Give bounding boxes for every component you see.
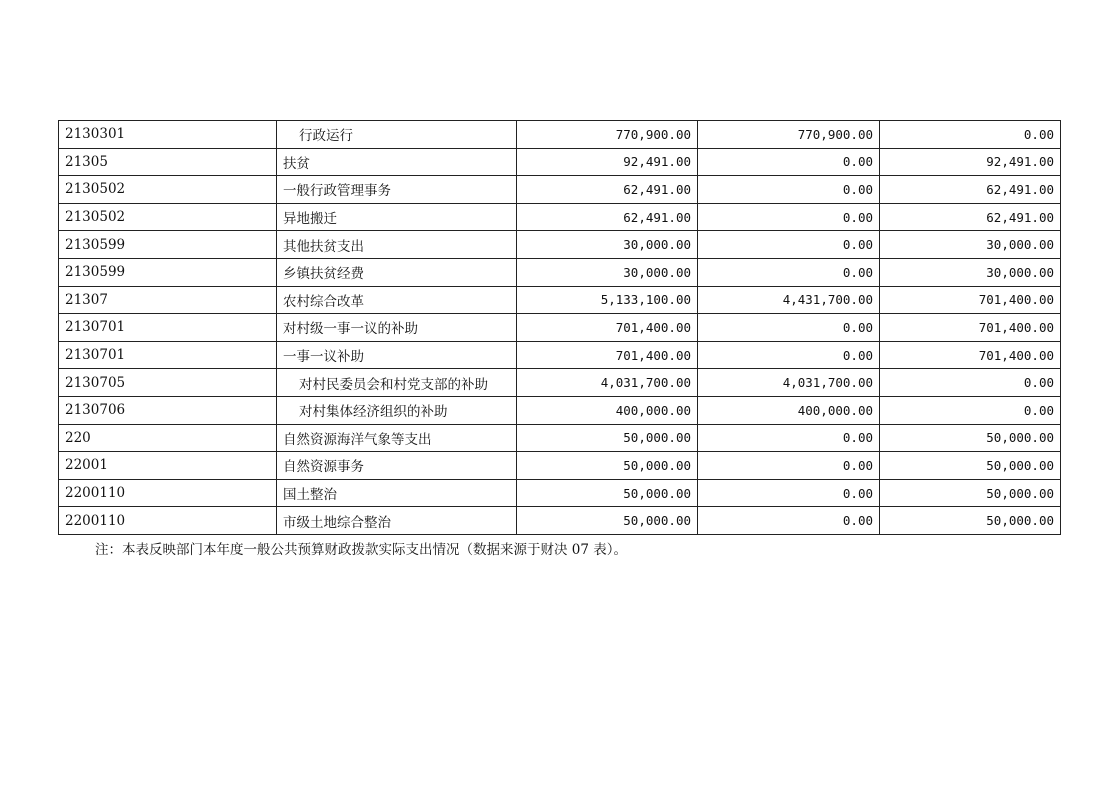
total-amount-cell: 400,000.00	[517, 396, 698, 424]
basic-expenditure-cell: 0.00	[698, 258, 880, 286]
table-row	[59, 258, 1061, 286]
subject-code-cell: 2130705	[59, 369, 277, 397]
subject-name-cell: 自然资源事务	[277, 452, 517, 480]
total-amount-cell: 50,000.00	[517, 507, 698, 535]
subject-name-cell: 自然资源海洋气象等支出	[277, 424, 517, 452]
project-expenditure-cell: 701,400.00	[880, 341, 1061, 369]
total-amount-cell: 701,400.00	[517, 314, 698, 342]
subject-name-cell: 异地搬迁	[277, 203, 517, 231]
total-amount-cell: 4,031,700.00	[517, 369, 698, 397]
subject-name-cell: 行政运行	[277, 121, 517, 149]
table-row	[59, 479, 1061, 507]
project-expenditure-cell: 92,491.00	[880, 148, 1061, 176]
project-expenditure-cell: 701,400.00	[880, 286, 1061, 314]
subject-code-cell: 22001	[59, 452, 277, 480]
subject-code-cell: 21305	[59, 148, 277, 176]
basic-expenditure-cell: 0.00	[698, 231, 880, 259]
project-expenditure-cell: 701,400.00	[880, 314, 1061, 342]
table-row	[59, 314, 1061, 342]
project-expenditure-cell: 50,000.00	[880, 424, 1061, 452]
project-expenditure-cell: 62,491.00	[880, 176, 1061, 204]
total-amount-cell: 30,000.00	[517, 231, 698, 259]
table-row	[59, 369, 1061, 397]
project-expenditure-cell: 30,000.00	[880, 258, 1061, 286]
table-row	[59, 424, 1061, 452]
subject-name-cell: 对村民委员会和村党支部的补助	[277, 369, 517, 397]
subject-name-cell: 乡镇扶贫经费	[277, 258, 517, 286]
subject-name-cell: 国土整治	[277, 479, 517, 507]
total-amount-cell: 92,491.00	[517, 148, 698, 176]
project-expenditure-cell: 50,000.00	[880, 479, 1061, 507]
project-expenditure-cell: 0.00	[880, 396, 1061, 424]
table-row	[59, 231, 1061, 259]
basic-expenditure-cell: 0.00	[698, 424, 880, 452]
project-expenditure-cell: 50,000.00	[880, 507, 1061, 535]
subject-name-cell: 扶贫	[277, 148, 517, 176]
subject-code-cell: 2130502	[59, 203, 277, 231]
table-row	[59, 396, 1061, 424]
basic-expenditure-cell: 0.00	[698, 479, 880, 507]
basic-expenditure-cell: 0.00	[698, 314, 880, 342]
project-expenditure-cell: 0.00	[880, 121, 1061, 149]
basic-expenditure-cell: 0.00	[698, 148, 880, 176]
project-expenditure-cell: 50,000.00	[880, 452, 1061, 480]
table-row	[59, 176, 1061, 204]
basic-expenditure-cell: 0.00	[698, 203, 880, 231]
total-amount-cell: 62,491.00	[517, 203, 698, 231]
subject-code-cell: 2130599	[59, 258, 277, 286]
basic-expenditure-cell: 4,431,700.00	[698, 286, 880, 314]
subject-code-cell: 21307	[59, 286, 277, 314]
subject-code-cell: 2130599	[59, 231, 277, 259]
subject-name-cell: 农村综合改革	[277, 286, 517, 314]
total-amount-cell: 62,491.00	[517, 176, 698, 204]
subject-name-cell: 对村集体经济组织的补助	[277, 396, 517, 424]
subject-name-cell: 一事一议补助	[277, 341, 517, 369]
table-footnote: 注：本表反映部门本年度一般公共预算财政拨款实际支出情况（数据来源于财决 07 表）。	[95, 542, 628, 558]
table-row	[59, 148, 1061, 176]
table-row	[59, 341, 1061, 369]
table-row	[59, 203, 1061, 231]
project-expenditure-cell: 0.00	[880, 369, 1061, 397]
subject-code-cell: 2130301	[59, 121, 277, 149]
basic-expenditure-cell: 0.00	[698, 507, 880, 535]
basic-expenditure-cell: 400,000.00	[698, 396, 880, 424]
subject-name-cell: 其他扶贫支出	[277, 231, 517, 259]
total-amount-cell: 50,000.00	[517, 424, 698, 452]
subject-name-cell: 一般行政管理事务	[277, 176, 517, 204]
total-amount-cell: 30,000.00	[517, 258, 698, 286]
table-row	[59, 286, 1061, 314]
subject-name-cell: 市级土地综合整治	[277, 507, 517, 535]
subject-code-cell: 2200110	[59, 479, 277, 507]
total-amount-cell: 50,000.00	[517, 479, 698, 507]
basic-expenditure-cell: 0.00	[698, 452, 880, 480]
subject-code-cell: 220	[59, 424, 277, 452]
basic-expenditure-cell: 0.00	[698, 341, 880, 369]
basic-expenditure-cell: 770,900.00	[698, 121, 880, 149]
subject-code-cell: 2130701	[59, 341, 277, 369]
table-row	[59, 121, 1061, 149]
subject-code-cell: 2130701	[59, 314, 277, 342]
table-row	[59, 452, 1061, 480]
table-row	[59, 507, 1061, 535]
total-amount-cell: 701,400.00	[517, 341, 698, 369]
total-amount-cell: 50,000.00	[517, 452, 698, 480]
subject-code-cell: 2200110	[59, 507, 277, 535]
expenditure-table	[58, 120, 1061, 535]
table-body	[59, 121, 1061, 535]
project-expenditure-cell: 30,000.00	[880, 231, 1061, 259]
total-amount-cell: 5,133,100.00	[517, 286, 698, 314]
project-expenditure-cell: 62,491.00	[880, 203, 1061, 231]
total-amount-cell: 770,900.00	[517, 121, 698, 149]
subject-code-cell: 2130706	[59, 396, 277, 424]
basic-expenditure-cell: 0.00	[698, 176, 880, 204]
subject-code-cell: 2130502	[59, 176, 277, 204]
subject-name-cell: 对村级一事一议的补助	[277, 314, 517, 342]
basic-expenditure-cell: 4,031,700.00	[698, 369, 880, 397]
